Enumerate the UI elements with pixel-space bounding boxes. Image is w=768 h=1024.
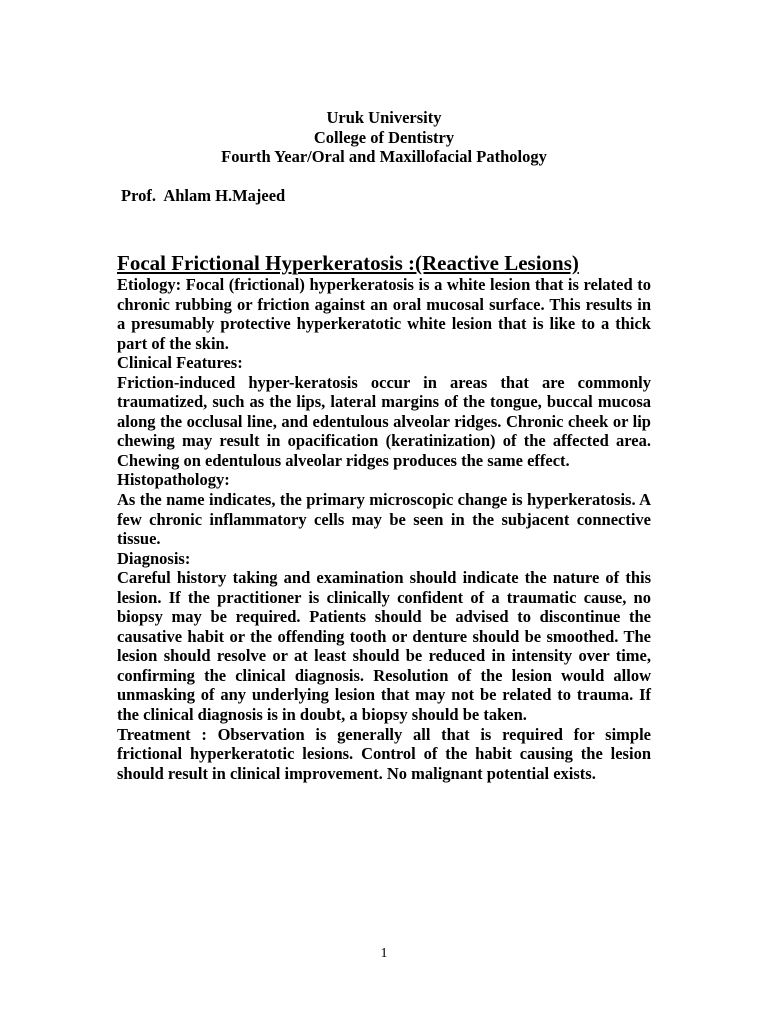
- author-name: Prof. Ahlam H.Majeed: [121, 186, 286, 205]
- document-body: [117, 275, 651, 783]
- page-number: 1: [380, 946, 388, 961]
- clinical-features-paragraph: Friction-induced hyper-keratosis occur in areas that are commonly traumatized, such as the lips, lateral margins of the tongue, buccal mucosa along the occlusal line, and edentulous alveolar ridges. Chronic cheek or lip chewing may result in opacification (keratinization) of the affected area. Chewing on edentulous alveolar ridges produces the same effect.: [117, 372, 651, 470]
- treatment-paragraph: Treatment : Observation is generally all that is required for simple frictional hyperkeratotic lesions. Control of the habit causing the lesion should result in clinical improvement. No malignant potential exists.: [117, 724, 651, 783]
- diagnosis-paragraph: Careful history taking and examination should indicate the nature of this lesion. If the practitioner is clinically confident of a traumatic cause, no biopsy may be required. Patients should be advised to discontinue the causative habit or the offending tooth or denture should be smoothed. The lesion should resolve or at least should be reduced in intensity over time, confirming the clinical diagnosis. Resolution of the lesion would allow unmasking of any underlying lesion that may not be related to trauma. If the clinical diagnosis is in doubt, a biopsy should be taken.: [117, 568, 651, 725]
- histopathology-paragraph: As the name indicates, the primary microscopic change is hyperkeratosis. A few chronic inflammatory cells may be seen in the subjacent connective tissue.: [117, 490, 651, 549]
- course-name: Fourth Year/Oral and Maxillofacial Pathology: [221, 147, 547, 166]
- clinical-features-heading: Clinical Features:: [117, 353, 243, 373]
- document-header: [0, 108, 768, 167]
- college-name: College of Dentistry: [313, 127, 455, 147]
- etiology-paragraph: Etiology: Focal (frictional) hyperkeratosis is a white lesion that is related to chronic rubbing or friction against an oral mucosal surface. This results in a presumably protective hyperkeratotic white lesion that is like to a thick part of the skin.: [117, 275, 651, 353]
- page-title: Focal Frictional Hyperkeratosis :(Reactive Lesions): [117, 251, 579, 275]
- university-name: Uruk University: [326, 108, 442, 127]
- histopathology-heading: Histopathology:: [117, 470, 230, 490]
- diagnosis-heading: Diagnosis:: [117, 548, 191, 568]
